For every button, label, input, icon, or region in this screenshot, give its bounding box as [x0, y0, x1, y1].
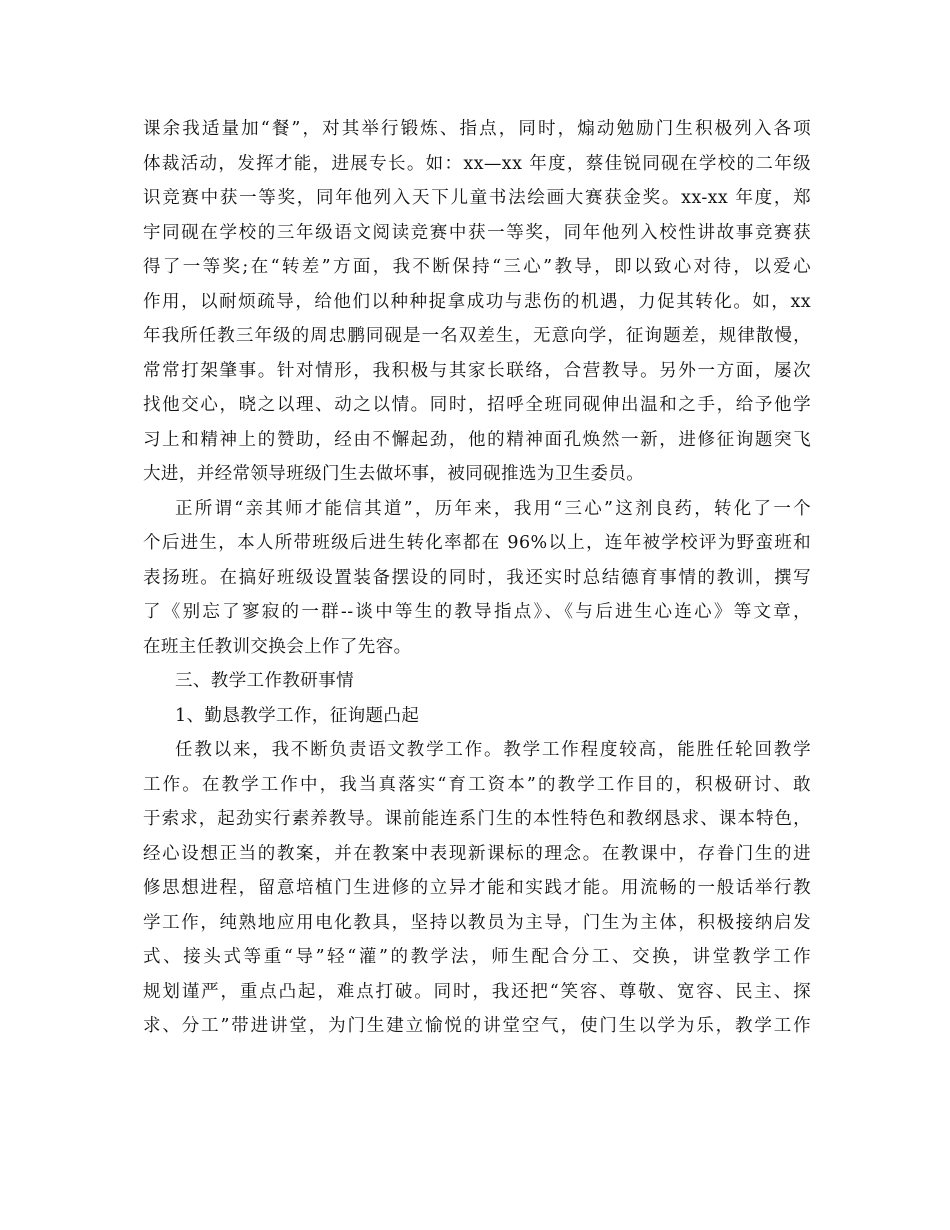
paragraph: [143, 112, 811, 492]
subsection-heading: [143, 699, 811, 734]
text-line: 求、分工”带进讲堂，为门生建立愉悦的讲堂空气，使门生以学为乐，教学工作: [143, 1016, 811, 1036]
paragraph: [143, 733, 811, 1044]
text-line: 课余我适量加“餐”，对其举行锻炼、指点，同时，煽动勉励门生积极列入各项: [143, 119, 811, 139]
text-line: 个后进生，本人所带班级后进生转化率都在 96%以上，连年被学校评为野蛮班和: [143, 533, 811, 553]
paragraph: [143, 492, 811, 665]
text-line: 常常打架肇事。针对情形，我积极与其家长联络，合营教导。另外一方面，屡次: [143, 360, 811, 381]
text-line: 在班主任教训交换会上作了先容。: [143, 636, 412, 657]
text-line: 正所谓“亲其师才能信其道”，历年来，我用“三心”这剂良药，转化了一个: [175, 498, 811, 519]
text-line: 任教以来，我不断负责语文教学工作。教学工作程度较高，能胜任轮回教学: [175, 740, 811, 760]
text-line: 体裁活动，发挥才能，进展专长。如：xx—xx 年度，蔡佳锐同砚在学校的二年级: [143, 153, 811, 174]
text-line: 宇同砚在学校的三年级语文阅读竞赛中获一等奖，同年他列入校性讲故事竞赛获: [143, 222, 811, 243]
text-line: 学工作，纯熟地应用电化教具，坚持以教员为主导，门生为主体，积极接纳启发: [143, 912, 811, 933]
text-line: 大进，并经常领导班级门生去做坏事，被同砚推选为卫生委员。: [143, 464, 645, 484]
text-line: 习上和精神上的赞助，经由不懈起劲，他的精神面孔焕然一新，进修征询题突飞: [143, 429, 811, 450]
text-line: 式、接头式等重“导”轻“灌”的教学法，师生配合分工、交换，讲堂教学工作: [143, 947, 811, 967]
text-line: 得了一等奖;在“转差”方面，我不断保持“三心”教导，即以致心对待，以爱心: [143, 257, 811, 277]
text-line: 表扬班。在搞好班级设置装备摆设的同时，我还实时总结德育事情的教训，撰写: [143, 567, 811, 588]
text-line: 作用，以耐烦疏导，给他们以种种捉拿成功与悲伤的机遇，力促其转化。如，xx: [143, 291, 811, 312]
text-line: 识竞赛中获一等奖，同年他列入天下儿童书法绘画大赛获金奖。xx-xx 年度，郑: [143, 188, 811, 208]
text-line: 经心设想正当的教案，并在教案中表现新课标的理念。在教课中，存眷门生的进: [143, 843, 811, 864]
text-line: 于索求，起劲实行素养教导。课前能连系门生的本性特色和教纲恳求、课本特色，: [143, 809, 811, 829]
text-line: 工作。在教学工作中，我当真落实“育工资本”的教学工作目的，积极研讨、敢: [143, 774, 811, 795]
text-line: 年我所任教三年级的周忠鹏同砚是一名双差生，无意向学，征询题差，规律散慢，: [143, 326, 811, 346]
heading-text: 三、教学工作教研事情: [175, 671, 354, 691]
section-heading: [143, 664, 811, 699]
heading-text: 1、勤恳教学工作，征询题凸起: [175, 705, 420, 726]
document-body: [143, 112, 811, 1044]
text-line: 找他交心，晓之以理、动之以情。同时，招呼全班同砚伸出温和之手，给予他学: [143, 395, 811, 415]
text-line: 了《别忘了寥寂的一群--谈中等生的教导指点》、《与后进生心连心》等文章，: [143, 602, 811, 622]
text-line: 修思想进程，留意培植门生进修的立异才能和实践才能。用流畅的一般话举行教: [143, 878, 811, 898]
text-line: 规划谨严，重点凸起，难点打破。同时，我还把“笑容、尊敬、宽容、民主、探: [143, 981, 811, 1002]
